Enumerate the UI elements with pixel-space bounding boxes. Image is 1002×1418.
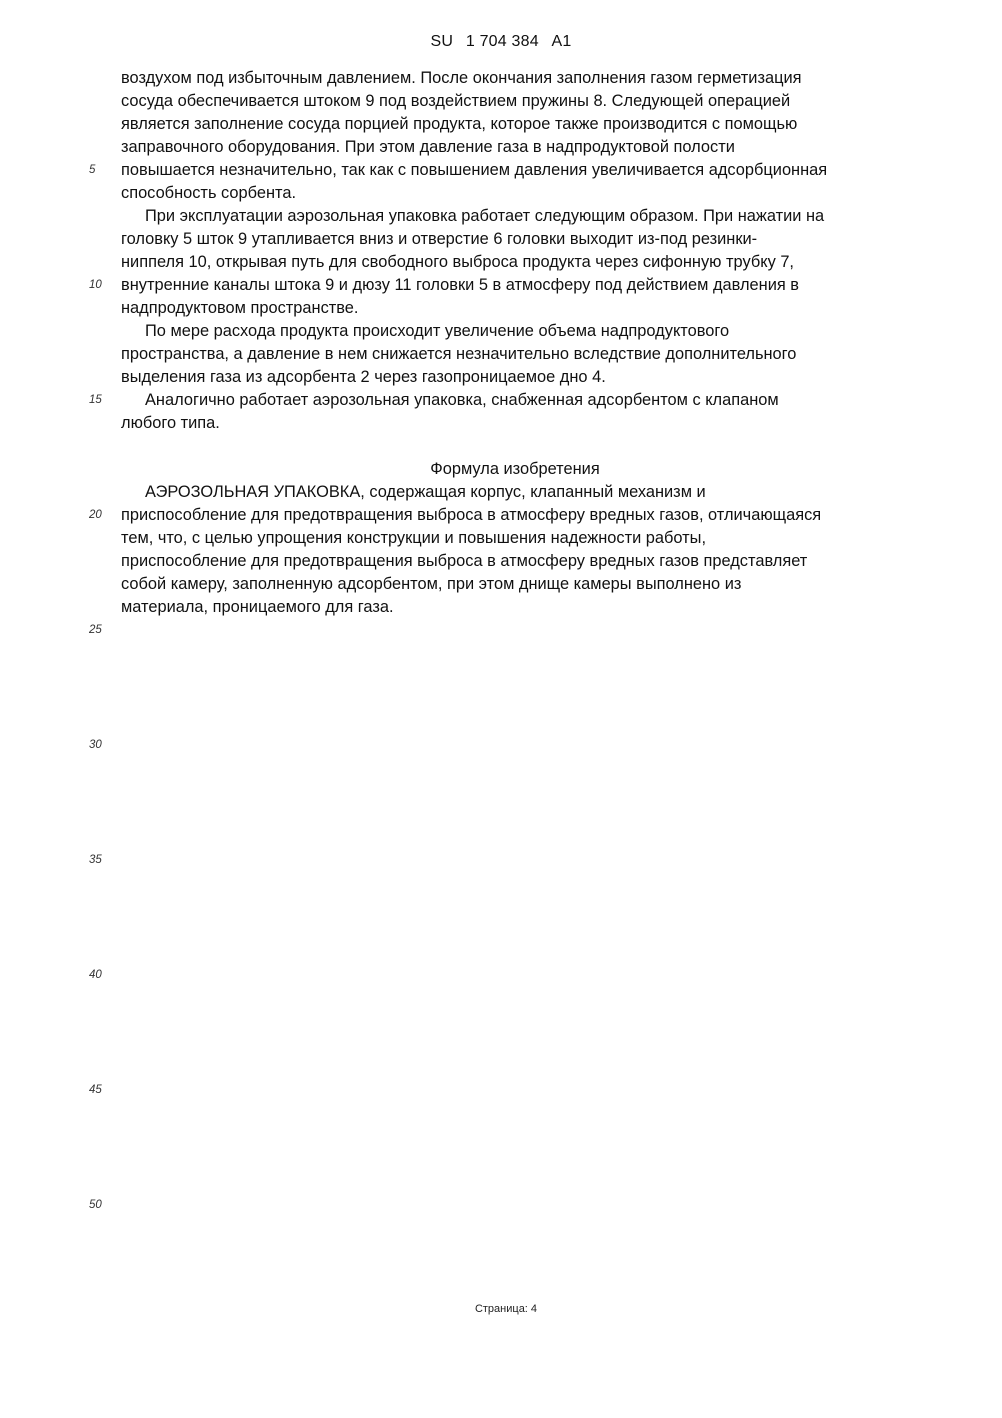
text-line: способность сорбента. (121, 184, 297, 202)
text-line: является заполнение сосуда порцией продукта, которое также производится с помощью (121, 115, 798, 133)
claim-line: тем, что, с целью упрощения конструкции и повышения надежности работы, (121, 529, 707, 547)
text-line: головку 5 шток 9 утапливается вниз и отверстие 6 головки выходит из-под резинки- (121, 230, 758, 248)
text-line: сосуда обеспечивается штоком 9 под воздействием пружины 8. Следующей операцией (121, 92, 791, 110)
text-line: По мере расхода продукта происходит увеличение объема надпродуктового (145, 322, 730, 340)
patent-kind: A1 (551, 33, 572, 50)
text-line: заправочного оборудования. При этом давление газа в надпродуктовой полости (121, 138, 735, 156)
line-number: 30 (89, 739, 102, 751)
text-line: воздухом под избыточным давлением. После окончания заполнения газом герметизация (121, 69, 802, 87)
line-number: 45 (89, 1084, 102, 1096)
line-number: 15 (89, 394, 102, 406)
claims-title: Формула изобретения (430, 460, 600, 478)
line-number: 25 (89, 624, 102, 636)
text-line: повышается незначительно, так как с повышением давления увеличивается адсорбционная (121, 161, 828, 179)
claim-line: приспособление для предотвращения выброса в атмосферу вредных газов представляет (121, 552, 808, 570)
text-line: надпродуктовом пространстве. (121, 299, 359, 317)
claim-line: собой камеру, заполненную адсорбентом, при этом днище камеры выполнено из (121, 575, 742, 593)
page-number: Страница: 4 (474, 1303, 538, 1315)
line-number: 40 (89, 969, 102, 981)
text-line: выделения газа из адсорбента 2 через газопроницаемое дно 4. (121, 368, 606, 386)
line-number: 5 (89, 164, 96, 176)
patent-country: SU (430, 33, 454, 50)
line-number: 10 (89, 279, 102, 291)
text-line: внутренние каналы штока 9 и дюзу 11 головки 5 в атмосферу под действием давления в (121, 276, 800, 294)
patent-header (0, 33, 1002, 51)
patent-number: 1 704 384 (465, 33, 539, 50)
line-number: 50 (89, 1199, 102, 1211)
claim-line: приспособление для предотвращения выброса в атмосферу вредных газов, отличающаяся (121, 506, 822, 524)
text-line: ниппеля 10, открывая путь для свободного выброса продукта через сифонную трубку 7, (121, 253, 794, 271)
text-line: пространства, а давление в нем снижается незначительно вследствие дополнительного (121, 345, 797, 363)
claim-line: материала, проницаемого для газа. (121, 598, 394, 616)
line-number: 35 (89, 854, 102, 866)
line-number: 20 (89, 509, 102, 521)
text-line: При эксплуатации аэрозольная упаковка работает следующим образом. При нажатии на (145, 207, 825, 225)
claim-line: АЭРОЗОЛЬНАЯ УПАКОВКА, содержащая корпус, клапанный механизм и (145, 483, 706, 501)
text-line: Аналогично работает аэрозольная упаковка, снабженная адсорбентом с клапаном (145, 391, 779, 409)
text-line: любого типа. (121, 414, 220, 432)
